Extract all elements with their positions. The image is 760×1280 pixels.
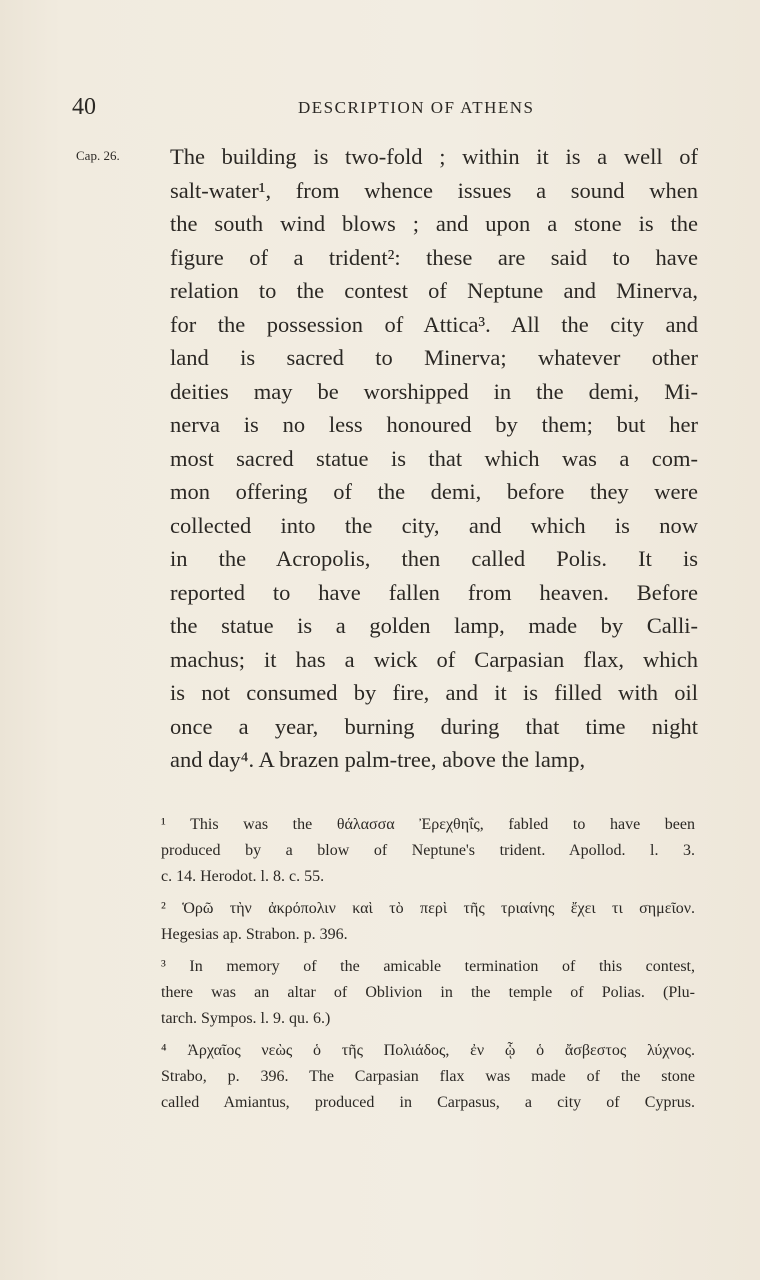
footnote-4-line: Strabo, p. 396. The Carpasian flax was made of the stone <box>161 1068 695 1085</box>
page-number: 40 <box>72 94 96 120</box>
footnote-2-line: Hegesias ap. Strabon. p. 396. <box>161 926 348 943</box>
text-line: collected into the city, and which is now <box>170 512 698 538</box>
footnote-1-line: ¹ This was the θάλασσα Ἐρεχθηΐς, fabled to have been <box>161 816 695 833</box>
footnote-3-line: tarch. Sympos. l. 9. qu. 6.) <box>161 1010 331 1027</box>
text-line: the statue is a golden lamp, made by Calli- <box>170 613 698 638</box>
footnotes <box>161 812 695 1116</box>
text-line: is not consumed by fire, and it is filled with oil <box>170 680 698 705</box>
text-line: deities may be worshipped in the demi, Mi- <box>170 378 698 404</box>
text-line: nerva is no less honoured by them; but her <box>170 412 698 437</box>
text-line: figure of a trident²: these are said to have <box>170 244 698 270</box>
footnote-1-line: c. 14. Herodot. l. 8. c. 55. <box>161 868 325 885</box>
text-line: in the Acropolis, then called Polis. It is <box>170 546 698 571</box>
text-line: salt-water¹, from whence issues a sound when <box>170 177 698 203</box>
text-line: The building is two-fold ; within it is a well of <box>170 144 698 169</box>
text-line: most sacred statue is that which was a com- <box>170 445 698 471</box>
footnote-3-line: ³ In memory of the amicable termination of this contest, <box>161 958 695 975</box>
running-head: DESCRIPTION OF ATHENS <box>298 98 535 117</box>
footnote-2-line: ² Ὁρῶ τὴν ἀκρόπολιν καὶ τὸ περὶ τῆς τριαίνης ἔχει τι σημεῖον. <box>161 900 695 917</box>
footnote-3-line: there was an altar of Oblivion in the temple of Polias. (Plu- <box>161 984 695 1001</box>
text-line: relation to the contest of Neptune and Minerva, <box>170 278 698 303</box>
main-text <box>170 140 698 777</box>
page-header <box>72 94 692 124</box>
text-line: and day⁴. A brazen palm-tree, above the lamp, <box>170 747 586 772</box>
text-line: the south wind blows ; and upon a stone is the <box>170 211 698 236</box>
margin-chapter-note: Cap. 26. <box>76 148 120 163</box>
text-line: for the possession of Attica³. All the city and <box>170 311 698 337</box>
text-line: once a year, burning during that time night <box>170 713 698 739</box>
footnote-4-line: ⁴ Ἀρχαῖος νεὼς ὁ τῆς Πολιάδος, ἐν ᾧ ὁ ἄσβεστος λύχνος. <box>161 1042 695 1059</box>
text-line: mon offering of the demi, before they were <box>170 479 698 504</box>
text-line: land is sacred to Minerva; whatever other <box>170 345 698 370</box>
text-line: reported to have fallen from heaven. Before <box>170 579 698 605</box>
text-line: machus; it has a wick of Carpasian flax, which <box>170 646 698 672</box>
footnote-1-line: produced by a blow of Neptune's trident. Apollod. l. 3. <box>161 842 695 859</box>
footnote-4-line: called Amiantus, produced in Carpasus, a city of Cyprus. <box>161 1094 695 1111</box>
